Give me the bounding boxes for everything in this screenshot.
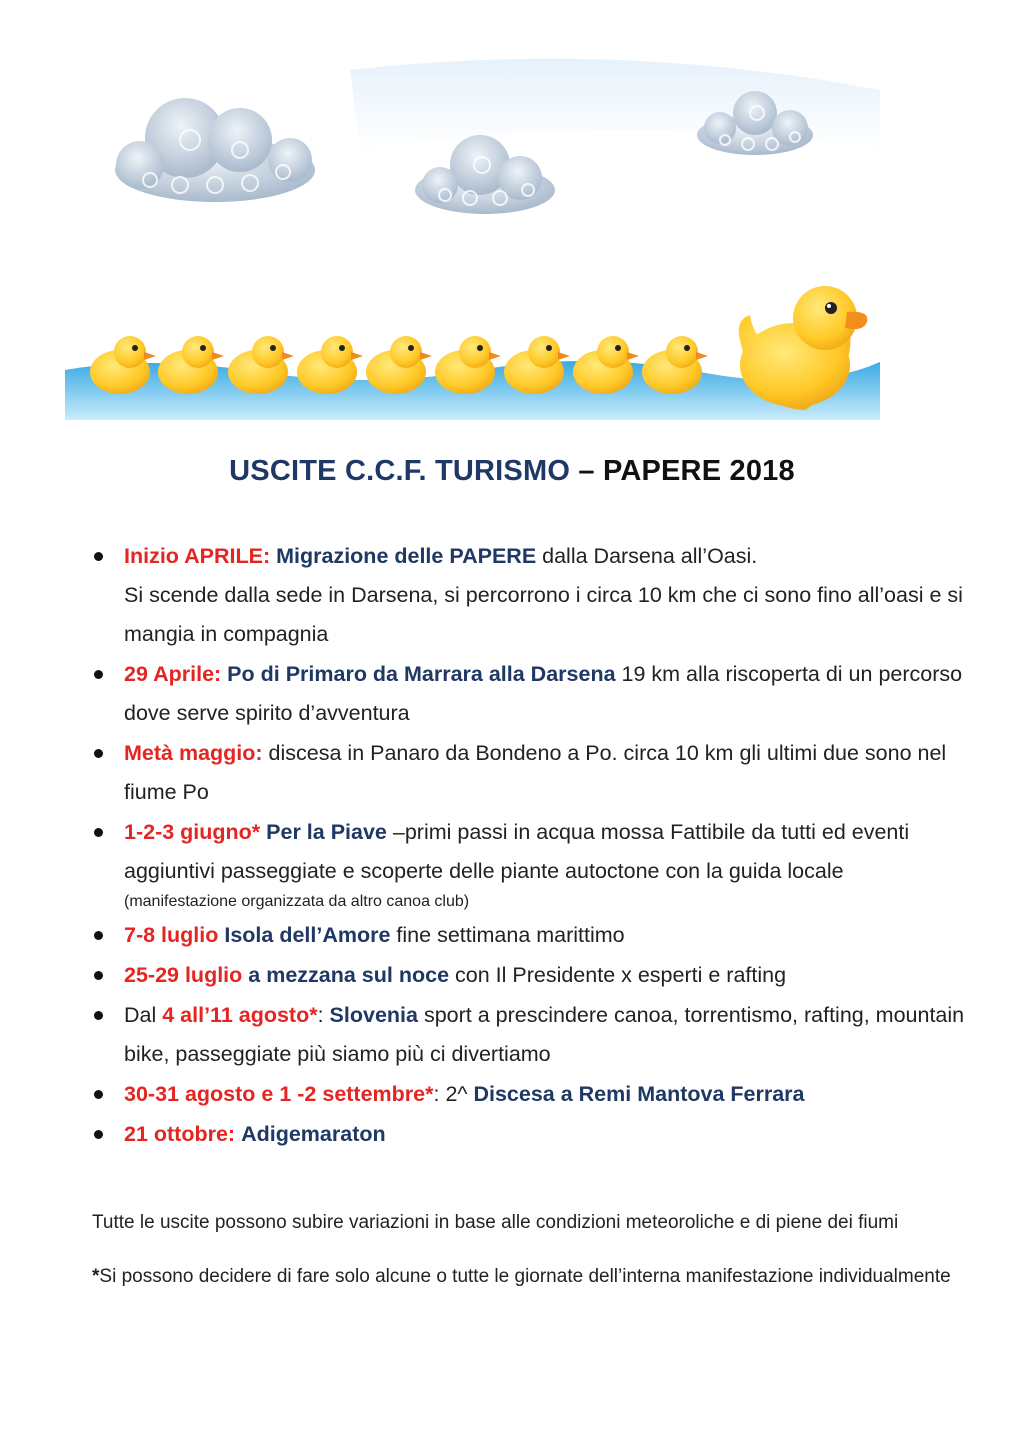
title-year: PAPERE 2018 xyxy=(602,455,795,487)
event-date: 25-29 luglio xyxy=(124,963,243,987)
list-item xyxy=(92,734,982,812)
event-date: Inizio APRILE: xyxy=(124,544,271,568)
event-name: Per la Piave xyxy=(266,820,387,844)
cloud-left xyxy=(115,98,315,202)
event-note: (manifestazione organizzata da altro canoa club) xyxy=(124,893,470,910)
notes-section xyxy=(92,1210,972,1318)
asterisk: * xyxy=(92,1266,100,1287)
event-date: 7-8 luglio xyxy=(124,923,219,947)
individual-note-text: Si possono decidere di fare solo alcune o tutte le giornate dell’interna manifestazione individualmente xyxy=(99,1266,951,1287)
bullet-icon xyxy=(94,749,103,758)
event-name: Isola dell’Amore xyxy=(224,923,391,947)
list-item xyxy=(92,996,982,1074)
event-date: 21 ottobre: xyxy=(124,1122,236,1146)
list-item xyxy=(92,813,982,915)
event-date: 29 Aprile: xyxy=(124,662,222,686)
bullet-icon xyxy=(94,971,103,980)
event-text: discesa in Panaro da Bondeno a Po. circa 10 km gli ultimi due sono nel fiume Po xyxy=(124,741,947,804)
event-text: fine settimana marittimo xyxy=(390,923,625,947)
event-date: 1-2-3 giugno* xyxy=(124,820,261,844)
bullet-icon xyxy=(94,1011,103,1020)
ducks-banner-illustration xyxy=(0,0,1024,440)
list-item xyxy=(92,537,982,654)
event-name: Adigemaraton xyxy=(241,1122,386,1146)
event-name: Po di Primaro da Marrara alla Darsena xyxy=(227,662,616,686)
title-separator: – xyxy=(570,455,603,487)
list-item xyxy=(92,1115,982,1154)
event-name: a mezzana sul noce xyxy=(248,963,450,987)
event-date: Metà maggio: xyxy=(124,741,263,765)
events-list xyxy=(92,537,982,1155)
event-date: 4 all’11 agosto* xyxy=(162,1003,318,1027)
event-date: 30-31 agosto e 1 -2 settembre* xyxy=(124,1082,434,1106)
list-item xyxy=(92,655,982,733)
cloud-middle xyxy=(415,135,555,214)
bullet-icon xyxy=(94,552,103,561)
individual-note xyxy=(92,1264,972,1290)
event-text: –primi passi in acqua mossa Fattibile da tutti ed eventi aggiuntivi passeggiate e scoperte delle piante autoctone con la guida locale xyxy=(124,820,910,883)
bullet-icon xyxy=(94,1090,103,1099)
title-main: USCITE C.C.F. TURISMO xyxy=(229,455,571,487)
event-name: Migrazione delle PAPERE xyxy=(276,544,537,568)
event-name: Slovenia xyxy=(329,1003,418,1027)
list-item xyxy=(92,956,982,995)
small-ducks-row xyxy=(90,336,708,394)
bullet-icon xyxy=(94,1130,103,1139)
event-text: dalla Darsena all’Oasi. xyxy=(536,544,758,568)
page-title xyxy=(0,455,1024,488)
event-text: con Il Presidente x esperti e rafting xyxy=(449,963,787,987)
event-prefix: Dal xyxy=(124,1003,163,1027)
weather-note: Tutte le uscite possono subire variazioni in base alle condizioni meteoroliche e di piene dei fiumi xyxy=(92,1212,899,1233)
bullet-icon xyxy=(94,931,103,940)
event-description: Si scende dalla sede in Darsena, si percorrono i circa 10 km che ci sono fino all’oasi e si mangia in compagnia xyxy=(124,583,963,646)
bullet-icon xyxy=(94,828,103,837)
event-mid: : xyxy=(317,1003,330,1027)
bullet-icon xyxy=(94,670,103,679)
list-item xyxy=(92,916,982,955)
event-mid: : 2^ xyxy=(433,1082,474,1106)
list-item xyxy=(92,1075,982,1114)
event-name: Discesa a Remi Mantova Ferrara xyxy=(473,1082,805,1106)
event-text: sport a prescindere canoa, torrentismo, rafting, mountain bike, passeggiate più siamo più ci divertiamo xyxy=(124,1003,965,1066)
event-text: 19 km alla riscoperta di un percorso dove serve spirito d’avventura xyxy=(124,662,963,725)
